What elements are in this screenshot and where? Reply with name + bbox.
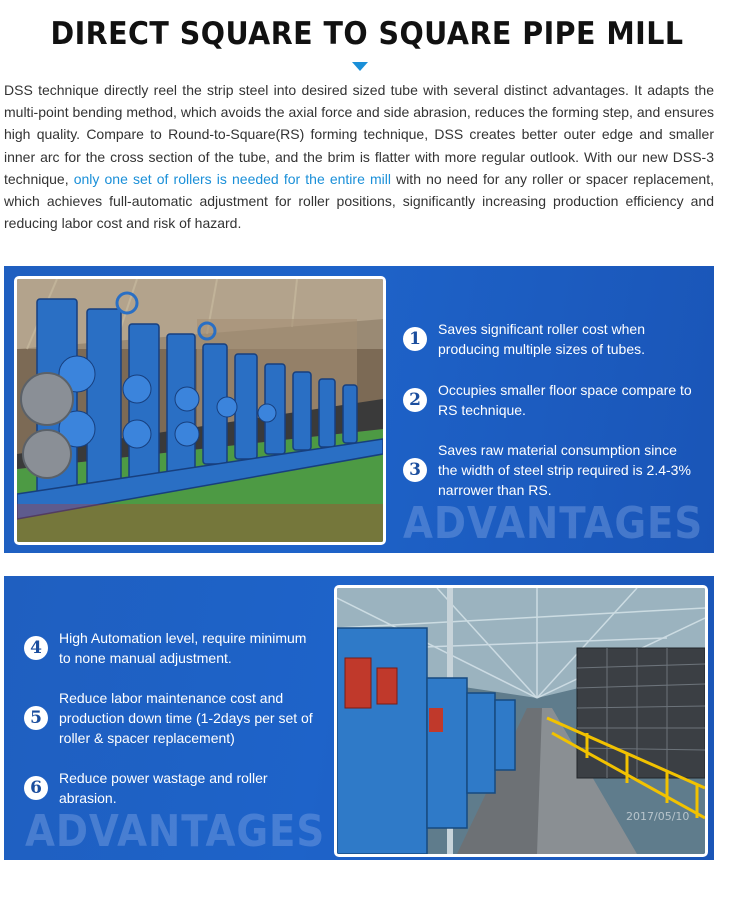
number-badge: 2 [403, 388, 427, 412]
advantage-text: High Automation level, require minimum to none manual adjustment. [59, 630, 307, 666]
page-title: DIRECT SQUARE TO SQUARE PIPE MILL [50, 16, 684, 52]
advantages-panel-2 [4, 576, 714, 860]
number-badge: 6 [24, 776, 48, 800]
advantage-text: Saves significant roller cost when producing multiple sizes of tubes. [438, 321, 645, 357]
number-badge: 1 [403, 327, 427, 351]
chevron-down-icon [352, 62, 368, 71]
advantages-panel-1 [4, 266, 714, 553]
advantage-item-6 [24, 768, 289, 808]
advantage-item-1 [403, 319, 690, 359]
intro-text-end: with no need for any roller or spacer replacement, which achieves full-automatic adjustment for roller positions, significantly increasing production efficiency and reducing labor cost and risk of hazard. [4, 170, 714, 232]
advantages-watermark: ADVANTAGES [403, 498, 704, 549]
advantage-text: Reduce power wastage and roller abrasion. [59, 770, 268, 806]
advantage-text: Reduce labor maintenance cost and production down time (1-2days per set of roller & spacer replacement) [59, 690, 313, 746]
photo-date-stamp: 2017/05/10 [626, 810, 690, 823]
advantage-item-4 [24, 628, 319, 668]
advantage-text: Occupies smaller floor space compare to RS technique. [438, 382, 692, 418]
advantages-watermark: ADVANTAGES [25, 806, 326, 857]
intro-text-start: DSS technique directly reel the strip steel into desired sized tube with several distinct advantages. It adapts the multi-point bending method, which avoids the axial force and side abrasion, reduces the forming step, and ensures high quality. Compare to Round-to-Square(RS) forming technique, DSS creates better outer edge and smaller inner arc for the cross section of the tube, and the brim is flatter with more regular outlook. With our new DSS-3 technique, [4, 82, 714, 187]
intro-paragraph [4, 79, 714, 234]
advantage-item-2 [403, 380, 700, 420]
pipe-mill-photo [14, 276, 386, 545]
number-badge: 3 [403, 458, 427, 482]
intro-highlight: only one set of rollers is needed for the entire mill [73, 170, 391, 187]
number-badge: 4 [24, 636, 48, 660]
advantage-item-5 [24, 688, 321, 748]
advantage-text: Saves raw material consumption since the width of steel strip required is 2.4-3% narrower than RS. [438, 442, 691, 498]
advantage-item-3 [403, 440, 700, 500]
number-badge: 5 [24, 706, 48, 730]
